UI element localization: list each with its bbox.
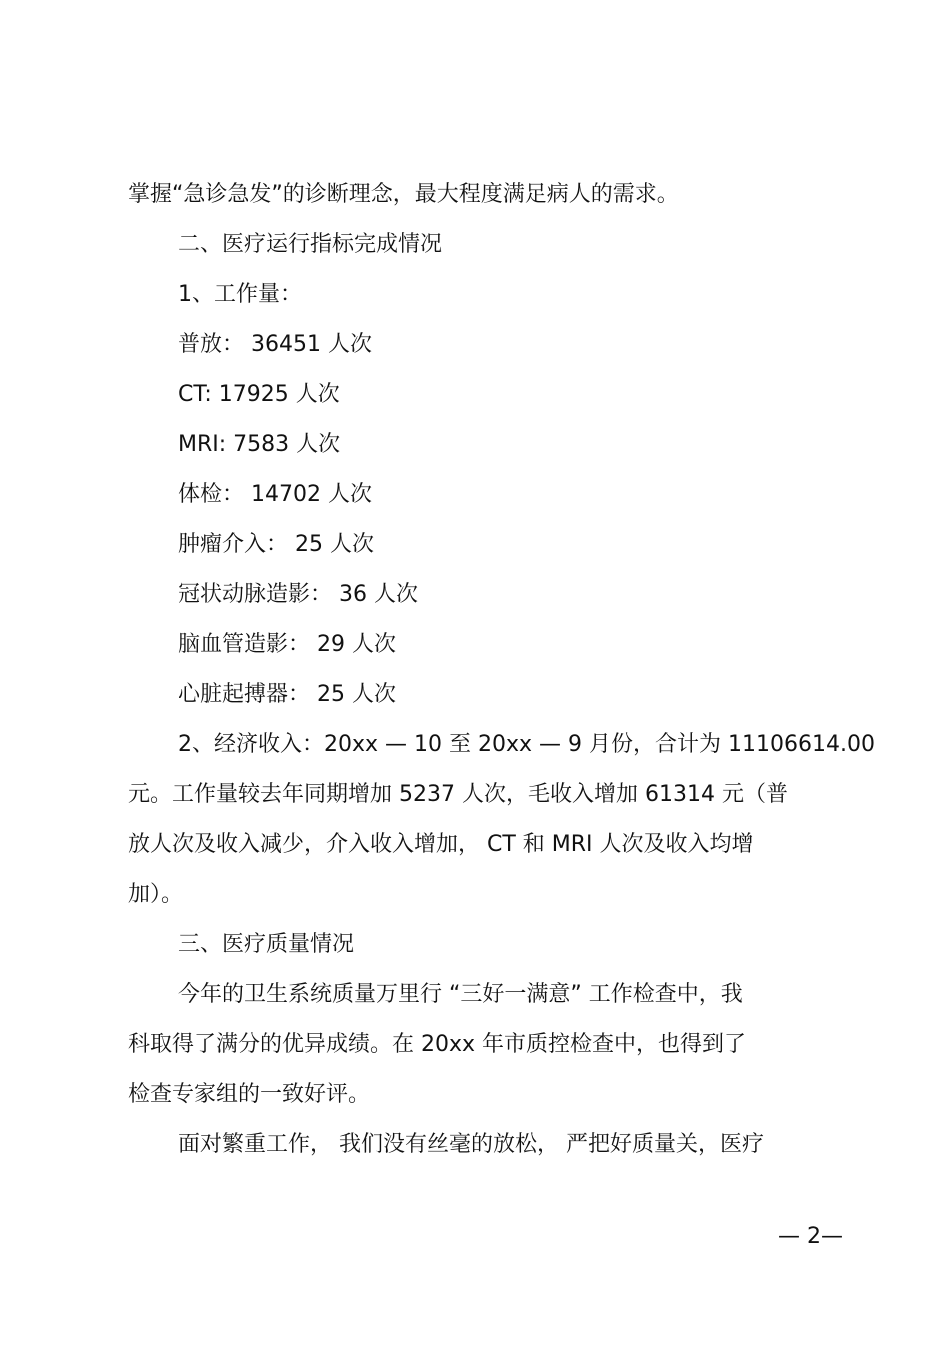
paragraph-line: 加）。 (128, 882, 184, 907)
paragraph-line: 放人次及收入减少，介入收入增加， CT 和 MRI 人次及收入均增 (128, 832, 754, 857)
subheading-workload: 1、工作量： (178, 282, 302, 307)
workload-item-physical-exam: 体检： 14702 人次 (178, 482, 372, 507)
workload-item-cerebral-angiography: 脑血管造影： 29 人次 (178, 632, 396, 657)
section-heading-medical-indicators: 二、医疗运行指标完成情况 (178, 232, 443, 257)
paragraph-line: 掌握“急诊急发”的诊断理念，最大程度满足病人的需求。 (128, 182, 679, 207)
section-heading-medical-quality: 三、医疗质量情况 (178, 932, 355, 957)
paragraph-line: 检查专家组的一致好评。 (128, 1082, 371, 1107)
workload-item-ct: CT: 17925 人次 (178, 382, 340, 407)
workload-item-coronary-angiography: 冠状动脉造影： 36 人次 (178, 582, 418, 607)
paragraph-line: 今年的卫生系统质量万里行 “三好一满意” 工作检查中，我 (178, 982, 743, 1007)
page-number: — 2— (778, 1224, 843, 1249)
workload-item-mri: MRI: 7583 人次 (178, 432, 341, 457)
paragraph-line: 2、经济收入：20xx — 10 至 20xx — 9 月份，合计为 11106614.00 (178, 732, 875, 757)
workload-item-xray: 普放： 36451 人次 (178, 332, 372, 357)
workload-item-tumor-intervention: 肿瘤介入： 25 人次 (178, 532, 374, 557)
workload-item-pacemaker: 心脏起搏器： 25 人次 (178, 682, 396, 707)
paragraph-line: 元。工作量较去年同期增加 5237 人次，毛收入增加 61314 元（普 (128, 782, 788, 807)
paragraph-line: 科取得了满分的优异成绩。在 20xx 年市质控检查中，也得到了 (128, 1032, 747, 1057)
paragraph-line: 面对繁重工作， 我们没有丝毫的放松， 严把好质量关，医疗 (178, 1132, 764, 1157)
